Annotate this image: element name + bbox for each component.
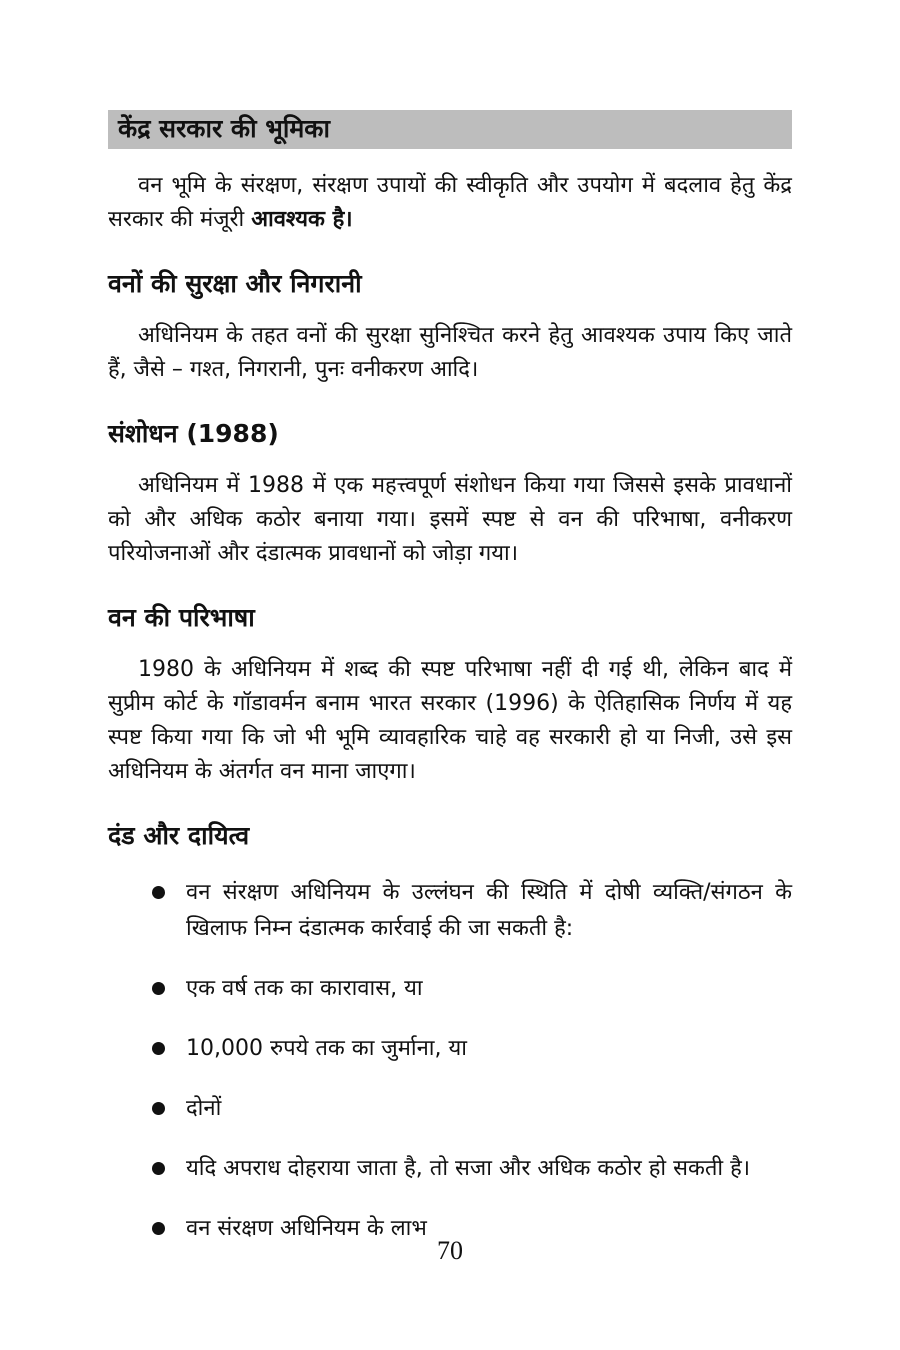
list-item [108, 875, 792, 947]
bullet-icon [152, 886, 165, 899]
list-item [108, 1091, 792, 1127]
bullet-icon [152, 1162, 165, 1175]
intro-bold-text: आवश्यक है। [251, 207, 353, 232]
bullet-icon [152, 982, 165, 995]
page-number: 70 [437, 1236, 463, 1265]
section-heading-protection: वनों की सुरक्षा और निगरानी [108, 269, 362, 298]
list-item-text: 10,000 रुपये तक का जुर्माना, या [186, 1036, 467, 1061]
section-paragraph-amendment: अधिनियम में 1988 में एक महत्त्वपूर्ण संशोधन किया गया जिससे इसके प्रावधानों को और अधिक कठोर बनाया गया। इसमें स्पष्ट से वन की परिभाषा, वनीकरण परियोजनाओं और दंडात्मक प्रावधानों को जोड़ा गया। [108, 473, 792, 566]
intro-paragraph [108, 169, 792, 237]
section-heading-amendment: संशोधन (1988) [108, 419, 279, 448]
penalties-list [108, 875, 792, 1247]
list-item [108, 1031, 792, 1067]
section-paragraph-definition: 1980 के अधिनियम में शब्द की स्पष्ट परिभाषा नहीं दी गई थी, लेकिन बाद में सुप्रीम कोर्ट के गॉडावर्मन बनाम भारत सरकार (1996) के ऐतिहासिक निर्णय में यह स्पष्ट किया गया कि जो भी भूमि व्यावहारिक चाहे वह सरकारी हो या निजी, उसे इस अधिनियम के अंतर्गत वन माना जाएगा। [108, 657, 792, 784]
banner-heading: केंद्र सरकार की भूमिका [108, 110, 792, 149]
list-item [108, 1151, 792, 1187]
section-heading-definition: वन की परिभाषा [108, 603, 255, 632]
section-paragraph-protection: अधिनियम के तहत वनों की सुरक्षा सुनिश्चित करने हेतु आवश्यक उपाय किए जाते हैं, जैसे – गश्त, निगरानी, पुनः वनीकरण आदि। [108, 323, 792, 382]
section-heading-penalties: दंड और दायित्व [108, 821, 250, 850]
bullet-icon [152, 1222, 165, 1235]
bullet-icon [152, 1042, 165, 1055]
list-item-text: यदि अपराध दोहराया जाता है, तो सजा और अधिक कठोर हो सकती है। [186, 1156, 751, 1181]
list-item-text: वन संरक्षण अधिनियम के उल्लंघन की स्थिति में दोषी व्यक्ति/संगठन के खिलाफ निम्न दंडात्मक कार्रवाई की जा सकती है: [186, 880, 792, 941]
list-item-text: दोनों [186, 1096, 222, 1121]
intro-text: वन भूमि के संरक्षण, संरक्षण उपायों की स्वीकृति और उपयोग में बदलाव हेतु केंद्र सरकार की मंजूरी [108, 173, 792, 232]
list-item-text: एक वर्ष तक का कारावास, या [186, 976, 423, 1001]
list-item [108, 971, 792, 1007]
list-item-text: वन संरक्षण अधिनियम के लाभ [186, 1216, 427, 1241]
bullet-icon [152, 1102, 165, 1115]
